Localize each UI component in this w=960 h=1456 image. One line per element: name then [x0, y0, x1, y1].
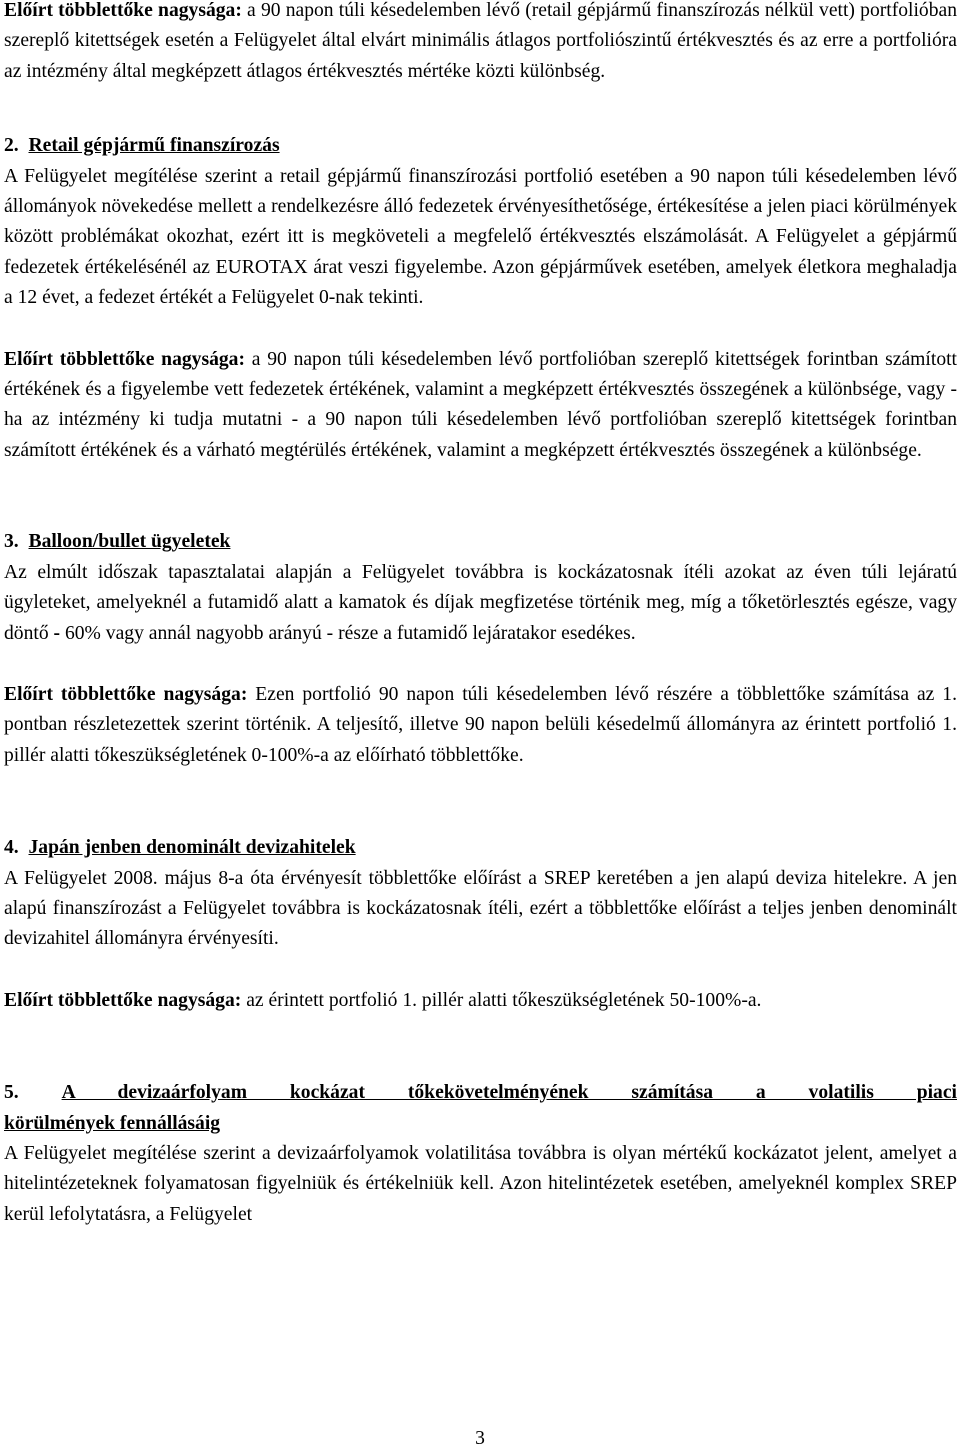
spacer [4, 1016, 957, 1078]
section-5-body: A Felügyelet megítélése szerint a devizaárfolyamok volatilitása továbbra is olyan mértékű kockázatot jelent, amelyet a hitelintézeteknek folyamatosan figyelniük és értékelniük kell. Azon hitelintézetek esetében, amelyeknél komplex SREP kerül lefolytatásra, a Felügyelet [4, 1142, 957, 1225]
requirement-label: Előírt többlettőke nagysága: [4, 683, 248, 705]
spacer [4, 314, 957, 345]
spacer [4, 955, 957, 986]
section-3-body [4, 558, 957, 649]
section-3-requirement [4, 680, 957, 771]
section-4-body: A Felügyelet 2008. május 8-a óta érvényesít többlettőke előírást a SREP keretében a jen alapú deviza hitelekre. A jen alapú finanszírozást a Felügyelet továbbra is kockázatosnak ítéli, ezért a többlettőke előírást a teljes jenben denominált devizahitel állományra érvényesíti. [4, 867, 957, 950]
body-text: Az elmúlt időszak tapasztalatai alapján a Felügyelet továbbra is kockázatosnak ítéli azokat az éven túli lejáratú ügyleteket, amelyeknél a futamidő alatt a kamatok és díjak megfizetése történik meg, míg a tőketörlesztés egésze, vagy döntő [4, 561, 957, 644]
page-number: 3 [475, 1428, 485, 1449]
section-2-heading [4, 131, 957, 161]
requirement-text: a 90 napon túli késedelemben lévő portfolióban szereplő kitettségek forintban számított értékének és a figyelembe vett fedezetek értékének, valamint a megképzett értékvesztés összegének a különbsége, vagy - ha az intézmény ki tudja mutatni - a 90 napon túli késedelemben lévő portfolióban szereplő kitettségek forintban számított értékének és a várható megtérülés értékének, valamint a megképzett értékvesztés összegének a különbsége. [4, 348, 957, 461]
requirement-label: Előírt többlettőke nagysága: [4, 0, 242, 21]
requirement-text: Ezen portfolió 90 napon túli késedelemben lévő részére a többlettőke számítása az 1. pontban részletezettek szerint történik. A teljesítő, illetve 90 napon belüli késedelmű állományra az érintett portfolió 1. pillér alatti tőkeszükségletének 0-100%-a az előírható többlettőke. [4, 683, 958, 766]
section-title: Balloon/bullet ügyeletek [28, 531, 231, 553]
section-number: 3. [4, 531, 19, 553]
section-2-body: A Felügyelet megítélése szerint a retail gépjármű finanszírozási portfolió esetében a 90 napon túli késedelemben lévő állományok növekedése mellett a rendelkezésre álló fedezetek érvényesíthetősége, értékesítése a jelen piaci körülmények között problémákat okozhat, ezért itt is megköveteli a megfelelő értékvesztés elszámolását. A Felügyelet a gépjármű fedezetek értékelésénél az EUROTAX árat veszi figyelembe. Azon gépjárművek esetében, amelyek életkora meghaladja a 12 évet, a fedezet értékét a Felügyelet 0-nak tekinti. [4, 165, 957, 309]
spacer [4, 87, 957, 131]
section-title-continued: körülmények fennállásáig [4, 1112, 221, 1134]
requirement-label: Előírt többlettőke nagysága: [4, 348, 246, 370]
section-title: A devizaárfolyam kockázat tőkekövetelményének számítása a volatilis piaci [61, 1082, 957, 1104]
section-title: Retail gépjármű finanszírozás [28, 135, 280, 157]
document-page [4, 0, 957, 1230]
section-number: 5. [4, 1082, 19, 1104]
spacer [4, 649, 957, 680]
section-3-heading [4, 527, 957, 557]
requirement-text: a 90 napon túli késedelemben lévő (retail gépjármű finanszírozás nélkül vett) portfolióban szereplő kitettségek esetén a Felügyelet által elvárt minimális átlagos portfoliószintű értékvesztés és az erre a portfolióra az intézmény által megképzett átlagos értékvesztés mértéke közti különbség. [4, 0, 958, 82]
section-5-heading-cont [4, 1109, 957, 1139]
requirement-text: az érintett portfolió 1. pillér alatti tőkeszükségletének 50-100%-a. [241, 989, 762, 1011]
section-4-heading [4, 833, 957, 863]
intro-paragraph [4, 0, 957, 87]
section-2-requirement [4, 345, 957, 467]
body-text: 60% vagy annál nagyobb arányú - része a futamidő lejáratakor esedékes. [60, 622, 636, 644]
section-4-requirement [4, 986, 957, 1016]
body-dash: - [53, 622, 61, 644]
spacer [4, 771, 957, 833]
spacer [4, 466, 957, 527]
section-title: Japán jenben denominált devizahitelek [28, 837, 356, 859]
section-5-heading [4, 1078, 957, 1108]
requirement-label: Előírt többlettőke nagysága: [4, 989, 242, 1011]
section-number: 2. [4, 135, 19, 157]
section-number: 4. [4, 837, 19, 859]
